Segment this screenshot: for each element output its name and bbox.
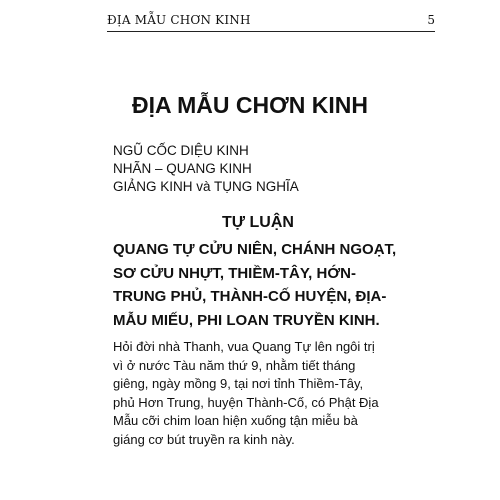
page-number: 5 (427, 13, 435, 27)
running-header (107, 13, 435, 31)
subheadings (113, 142, 299, 196)
intro-line: SƠ CỬU NHỰT, THIỀM-TÂY, HỚN- (113, 264, 356, 282)
subheading-line: NGŨ CỐC DIỆU KINH (113, 143, 249, 158)
body-line: giêng, ngày mồng 9, tại nơi tỉnh Thiềm-Tây, (113, 376, 364, 391)
body-line: giáng cơ bút truyền ra kinh này. (113, 431, 295, 447)
intro-paragraph (113, 238, 433, 332)
document-title: ĐỊA MẪU CHƠN KINH (132, 92, 368, 118)
intro-line: MẪU MIẾU, PHI LOAN TRUYỀN KINH. (113, 311, 380, 329)
intro-line: TRUNG PHỦ, THÀNH-CỐ HUYỆN, ĐỊA- (113, 288, 387, 305)
body-line: phủ Hơn Trung, huyện Thành-Cố, có Phật Địa (113, 394, 379, 410)
running-title: ĐỊA MẪU CHƠN KINH (107, 13, 251, 27)
section-title: TỰ LUẬN (222, 214, 294, 231)
subheading-line: GIẢNG KINH và TỤNG NGHĨA (113, 179, 299, 194)
body-line: Mẫu cỡi chim loan hiện xuống tận miễu bà (113, 413, 358, 428)
body-paragraph (113, 338, 433, 449)
body-line: Hỏi đời nhà Thanh, vua Quang Tự lên ngôi trị (113, 339, 375, 354)
intro-line: QUANG TỰ CỬU NIÊN, CHÁNH NGOẠT, (113, 241, 397, 258)
header-rule (107, 31, 435, 32)
subheading-line: NHÃN – QUANG KINH (113, 161, 252, 176)
body-line: vì ở nước Tàu năm thứ 9, nhằm tiết tháng (113, 357, 356, 373)
